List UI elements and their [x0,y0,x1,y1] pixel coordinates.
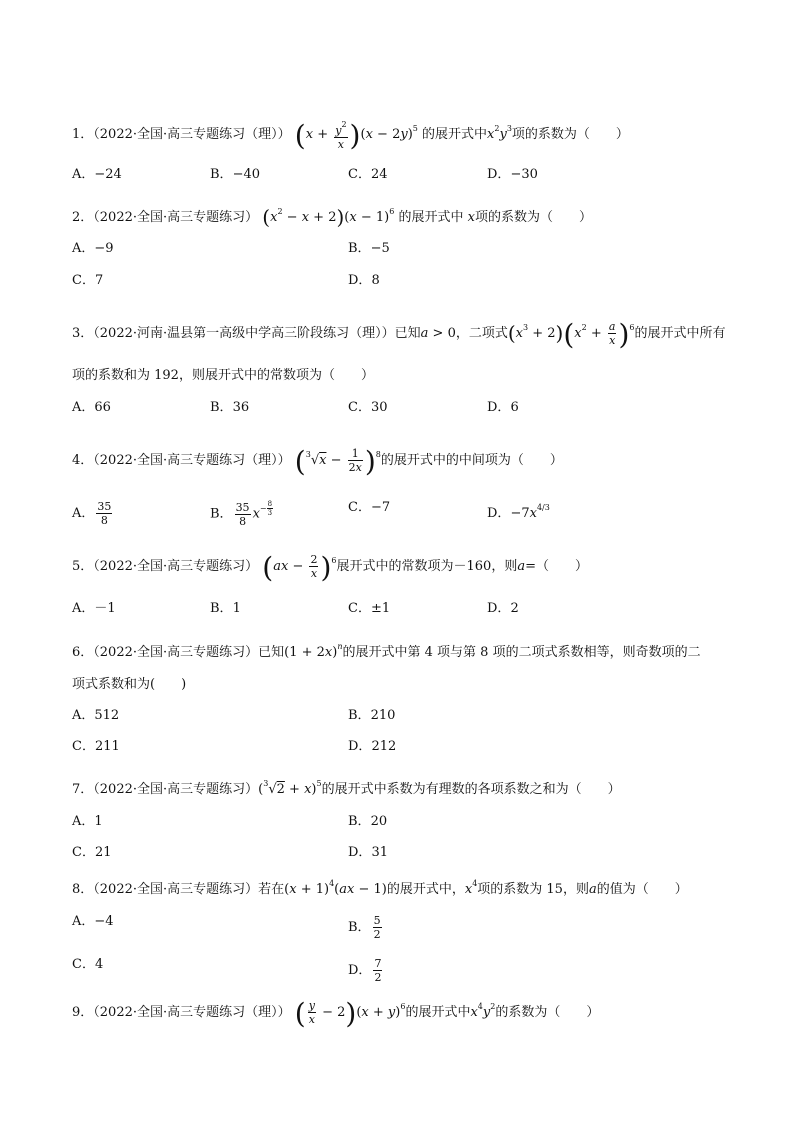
option-c[interactable]: C．21 [72,845,112,860]
question-9: 9．（2022·全国·高三专题练习（理）） ( $\frac{y}{x}$ − $2)(x + y)^6$的展开式中$x^4y^2$的系数为（ ） [72,997,600,1030]
formula: $(1 + 2x)^n$ [284,642,343,660]
question-source: （2022·全国·高三专题练习（理）） [93,127,291,142]
formula: $(x^3 + 2)(x^2$ + $\frac{a}{x}$ )$^6$ [507,318,635,351]
option-a[interactable]: A．512 [72,708,120,723]
formula: $(x + 1)^4(ax - 1)$ [284,879,387,897]
formula: (ax − $\frac{2}{x}$ )$^6$ [262,551,337,584]
option-a[interactable]: A．−24 [72,167,122,182]
option-b[interactable]: B．210 [348,708,396,723]
question-7: 7．（2022·全国·高三专题练习）$(^3√2 + x)^5$的展开式中系数为有理数的各项系数之和为（ ） [72,779,621,797]
option-a[interactable]: A．−9 [72,241,114,256]
option-b[interactable]: B．20 [348,814,388,829]
option-d[interactable]: D．−30 [487,167,538,182]
question-4: 4．（2022·全国·高三专题练习（理）） ($^3$√x − $\frac{1}{2x}$ )$^8$的展开式中的中间项为（ ） [72,445,563,478]
option-c[interactable]: C．24 [348,167,388,182]
formula: $\frac{35}{8}$ [97,500,112,527]
option-d[interactable]: D．212 [348,739,397,754]
option-b[interactable]: B．−40 [210,167,260,182]
formula: $(x^2 - x + 2)(x - 1)^6$ [262,205,395,229]
option-d[interactable]: D．31 [348,845,388,860]
question-5: 5．（2022·全国·高三专题练习） (ax − $\frac{2}{x}$ )$^6$展开式中的常数项为－160，则a=（ ） [72,551,589,584]
question-number: 1． [72,127,94,142]
option-b[interactable]: B． $\frac{35}{8}$ $x^{- \frac{8}{3}}$ [210,500,273,528]
option-c[interactable]: C．211 [72,739,120,754]
formula: $\frac{5}{2}$ [373,914,381,941]
formula: $-7x^{4/3}$ [510,503,550,521]
question-1: 1．（2022·全国·高三专题练习（理）） (x + $\frac{y^2}{x}$ )$(x - 2y)^5$ 的展开式中$x^2y^3$项的系数为（ ） [72,119,629,152]
option-c[interactable]: C．−7 [348,500,391,515]
option-b[interactable]: B． $\frac{5}{2}$ [348,914,381,941]
question-6: 6．（2022·全国·高三专题练习）已知$(1 + 2x)^n$的展开式中第 4 项与第 8 项的二项式系数相等，则奇数项的二 [72,642,701,660]
option-d[interactable]: D．2 [487,601,519,616]
question-6-line2: 项式系数和为( ) [72,677,187,692]
formula: $(^3√2 + x)^5$ [258,779,322,797]
option-c[interactable]: C．7 [72,273,104,288]
option-b[interactable]: B．−5 [348,241,390,256]
option-a[interactable]: A．66 [72,400,111,415]
formula: $\frac{7}{2}$ [374,957,382,984]
question-2: 2．（2022·全国·高三专题练习） $(x^2 - x + 2)(x - 1)^6$ 的展开式中 x项的系数为（ ） [72,205,592,229]
question-3-line2: 项的系数和为 192，则展开式中的常数项为（ ） [72,368,374,383]
option-a[interactable]: A．−4 [72,914,114,929]
formula: ( $\frac{y}{x}$ − $2)(x + y)^6$ [294,997,406,1030]
question-3: 3．（2022·河南·温县第一高级中学高三阶段练习（理））已知a > 0，二项式$(x^3 + 2)(x^2$ + $\frac{a}{x}$ )$^6$的展开式中所有 [72,318,726,351]
option-c[interactable]: C．4 [72,957,104,972]
option-c[interactable]: C．±1 [348,601,391,616]
option-a[interactable]: A．1 [72,814,103,829]
option-b[interactable]: B．36 [210,400,250,415]
option-a[interactable]: A． $\frac{35}{8}$ [72,500,112,527]
option-d[interactable]: D．8 [348,273,380,288]
option-b[interactable]: B．1 [210,601,241,616]
option-d[interactable]: D．$-7x^{4/3}$ [487,503,550,521]
option-d[interactable]: D． $\frac{7}{2}$ [348,957,382,984]
option-a[interactable]: A．－1 [72,601,116,616]
formula: $\frac{35}{8}$ [235,500,250,528]
option-d[interactable]: D．6 [487,400,519,415]
formula: (x + $\frac{y^2}{x}$ )$(x - 2y)^5$ [294,119,418,152]
question-8: 8．（2022·全国·高三专题练习）若在$(x + 1)^4(ax - 1)$的展开式中，$x^4$项的系数为 15，则a的值为（ ） [72,879,688,897]
formula: ($^3$√x − $\frac{1}{2x}$ )$^8$ [294,445,381,478]
option-c[interactable]: C．30 [348,400,388,415]
